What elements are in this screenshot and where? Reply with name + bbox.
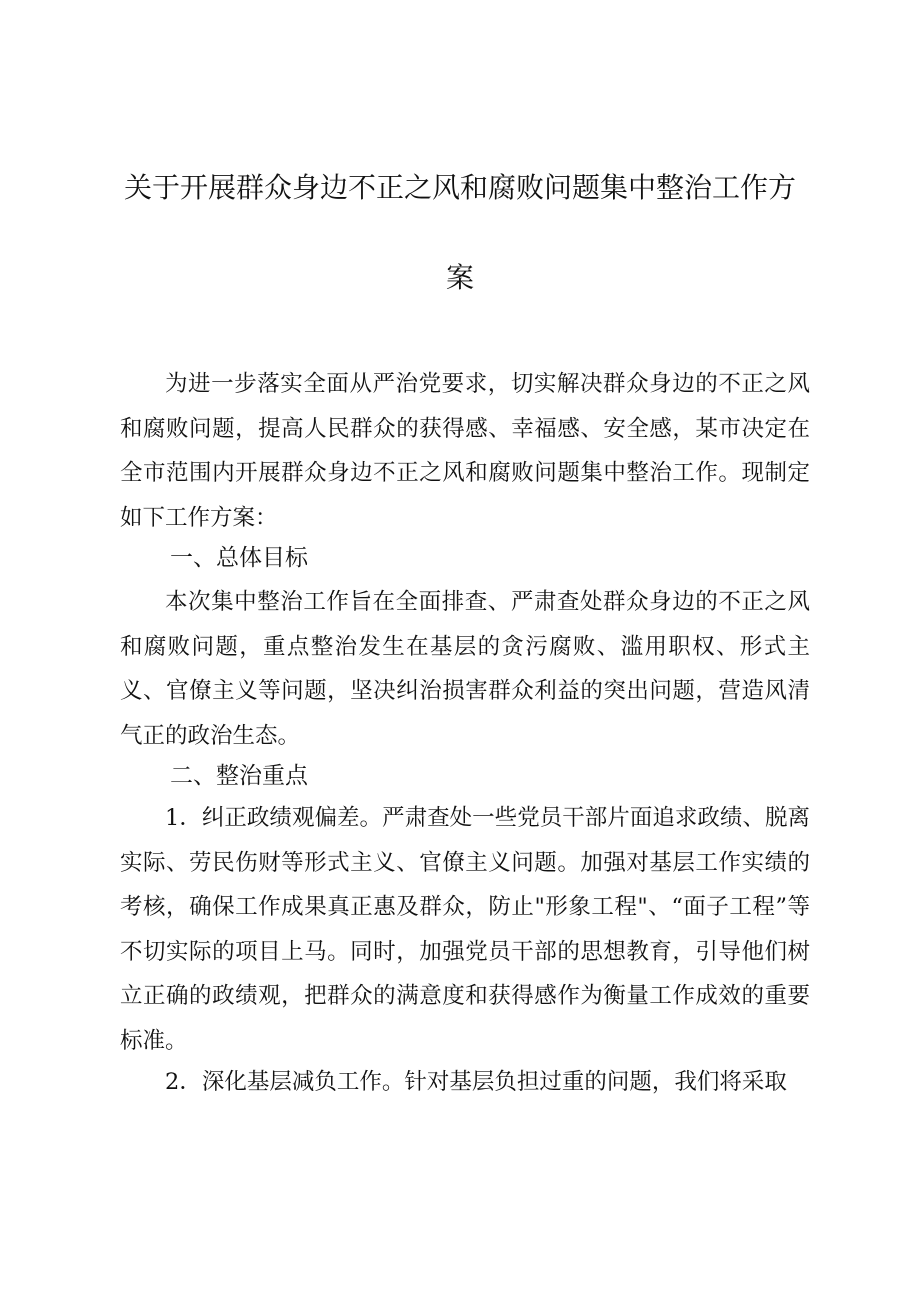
overall-goals-paragraph: 本次集中整治工作旨在全面排查、严肃查处群众身边的不正之风和腐败问题，重点整治发生在基层的贪污腐败、滥用职权、形式主义、官僚主义等问题，坚决纠治损害群众利益的突出问题，营造风清气正的政治生态。 — [120, 589, 810, 749]
document-title-line-1: 关于开展群众身边不正之风和腐败问题集中整治工作方 — [123, 171, 796, 204]
document-title-line-2: 案 — [445, 261, 474, 294]
intro-paragraph: 为进一步落实全面从严治党要求，切实解决群众身边的不正之风和腐败问题，提高人民群众的获得感、幸福感、安全感，某市决定在全市范围内开展群众身边不正之风和腐败问题集中整治工作。现制定如下工作方案： — [120, 371, 810, 531]
section-heading-overall-goals: 一、总体目标 — [170, 545, 308, 571]
focus-item-1-paragraph: 1．纠正政绩观偏差。严肃查处一些党员干部片面追求政绩、脱离实际、劳民伤财等形式主义、官僚主义问题。加强对基层工作实绩的考核，确保工作成果真正惠及群众，防止"形象工程"、“面子工程”等不切实际的项目上马。同时，加强党员干部的思想教育，引导他们树立正确的政绩观，把群众的满意度和获得感作为衡量工作成效的重要标准。 — [120, 805, 810, 1054]
focus-item-2-paragraph: 2．深化基层减负工作。针对基层负担过重的问题，我们将采取 — [165, 1069, 787, 1095]
section-heading-rectification-focus: 二、整治重点 — [170, 763, 308, 789]
